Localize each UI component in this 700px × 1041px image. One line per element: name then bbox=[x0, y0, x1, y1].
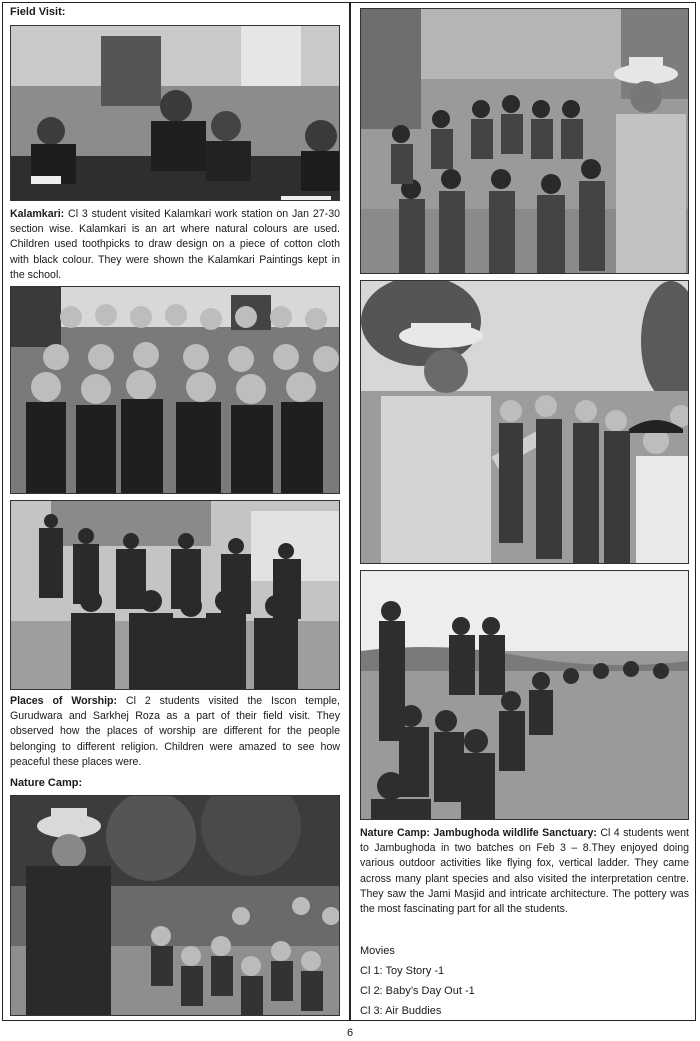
column-divider bbox=[349, 2, 351, 1021]
worship-title: Places of Worship: bbox=[10, 695, 118, 707]
movies-heading: Movies bbox=[360, 945, 395, 957]
jambughoda-text: Cl 4 students went to Jambughoda in two batches on Feb 3 – 8.They enjoyed doing various outdoor activities like flying fox, vertical ladder. They came across many plant species and also visited the interpretation centre. They saw the Jami Masjid and intricate architecture. The pottery was the most fascinating part for all the students. bbox=[360, 827, 689, 916]
instructor-field-photo bbox=[360, 280, 689, 564]
nature-camp-photo bbox=[10, 795, 340, 1016]
movie-item: Cl 1: Toy Story -1 bbox=[360, 965, 445, 977]
page-number: 6 bbox=[346, 1027, 354, 1039]
field-visit-heading: Field Visit: bbox=[10, 6, 66, 18]
worship-paragraph bbox=[10, 694, 340, 770]
hillside-students-photo bbox=[360, 570, 689, 820]
kalamkari-photo bbox=[10, 25, 340, 201]
kalamkari-text: Cl 3 student visited Kalamkari work station on Jan 27-30 section wise. Kalamkari is an art where natural colours are used. Children used toothpicks to draw design on a piece of cotton cloth with black colour. They were shown the Kalamkari Paintings kept in the school. bbox=[10, 208, 340, 281]
kalamkari-paragraph bbox=[10, 207, 340, 283]
jambughoda-title: Nature Camp: Jambughoda wildlife Sanctuary: bbox=[360, 827, 597, 839]
movie-item: Cl 3: Air Buddies bbox=[360, 1005, 442, 1017]
movie-item: Cl 2: Baby’s Day Out -1 bbox=[360, 985, 475, 997]
students-group-photo bbox=[10, 286, 340, 494]
movies-list bbox=[360, 941, 689, 1021]
jambughoda-paragraph bbox=[360, 826, 689, 917]
worship-text: Cl 2 students visited the Iscon temple, Gurudwara and Sarkhej Roza as a part of their field visit. They observed how the places of worship are different for the people belonging to different religion. Children were amazed to see how peaceful these places were. bbox=[10, 695, 340, 768]
steps-group-photo bbox=[360, 8, 689, 274]
nature-camp-heading: Nature Camp: bbox=[10, 777, 83, 789]
places-of-worship-photo bbox=[10, 500, 340, 690]
kalamkari-title: Kalamkari: bbox=[10, 208, 65, 220]
